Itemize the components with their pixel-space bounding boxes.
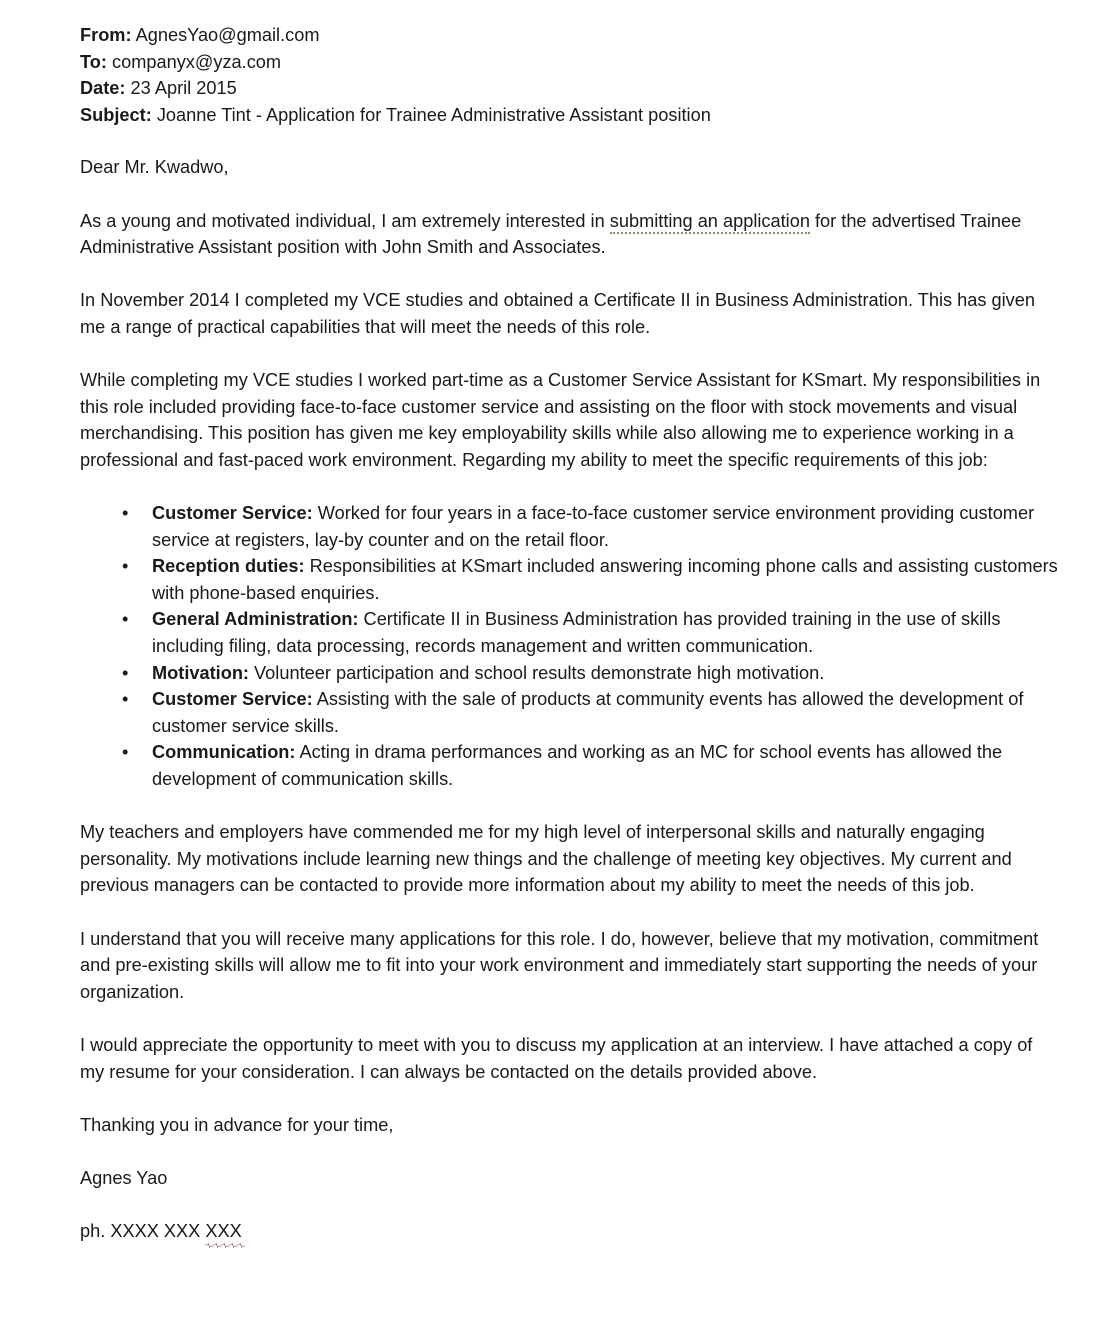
paragraph-references: My teachers and employers have commended me for my high level of interpersonal skills and naturally engaging personality. My motivations include learning new things and the challenge of meeting key objectives. My current and previous managers can be contacted to provide more information about my ability to meet the needs of this job. bbox=[80, 822, 1012, 896]
grammar-flagged-phrase: submitting an application bbox=[610, 211, 810, 234]
list-item bbox=[80, 739, 1060, 792]
list-item bbox=[80, 686, 1060, 739]
paragraph-intro-part1: As a young and motivated individual, I am extremely interested in bbox=[80, 210, 610, 231]
paragraph-interview-request: I would appreciate the opportunity to meet with you to discuss my application at an interview. I have attached a copy of my resume for your consideration. I can always be contacted on the details provided above. bbox=[80, 1034, 1033, 1082]
to-value: companyx@yza.com bbox=[112, 51, 282, 72]
paragraph-fit: I understand that you will receive many applications for this role. I do, however, believe that my motivation, commitment and pre-existing skills will allow me to fit into your work environment and immediately start supporting the needs of your organization. bbox=[80, 928, 1039, 1002]
bullet-text: Responsibilities at KSmart included answering incoming phone calls and assisting customers with phone-based enquiries. bbox=[152, 556, 1058, 603]
date-value: 23 April 2015 bbox=[130, 78, 237, 99]
bullet-term: General Administration: bbox=[152, 609, 359, 630]
list-item bbox=[80, 553, 1060, 606]
phone-line bbox=[80, 1218, 1060, 1245]
date-label: Date: bbox=[80, 78, 126, 99]
email-header bbox=[80, 22, 1060, 128]
bullet-point-icon: • bbox=[122, 609, 129, 630]
bullet-point-icon: • bbox=[122, 556, 129, 577]
header-field-from bbox=[80, 22, 1060, 49]
list-item bbox=[80, 606, 1060, 659]
from-label: From: bbox=[80, 25, 132, 45]
bullet-term: Motivation: bbox=[152, 662, 249, 683]
paragraph-experience: While completing my VCE studies I worked part-time as a Customer Service Assistant for KSmart. My responsibilities in this role included providing face-to-face customer service and assisting on the floor with stock movements and visual merchandising. This position has given me key employability skills while also allowing me to experience working in a professional and fast-paced work environment. Regarding my ability to meet the specific requirements of this job: bbox=[80, 370, 1041, 470]
to-label: To: bbox=[80, 51, 107, 72]
from-value: AgnesYao@gmail.com bbox=[135, 25, 320, 45]
bullet-term: Customer Service: bbox=[152, 689, 313, 710]
bullet-text: Assisting with the sale of products at community events has allowed the development of customer service skills. bbox=[152, 689, 1024, 736]
paragraph-intro-part2: for the advertised Trainee Administrative Assistant position with John Smith and Associates. bbox=[80, 210, 1022, 258]
skills-bullet-list bbox=[80, 500, 1060, 793]
subject-label: Subject: bbox=[80, 104, 152, 125]
bullet-term: Communication: bbox=[152, 742, 296, 763]
bullet-text: Acting in drama performances and working as an MC for school events has allowed the development of communication skills. bbox=[152, 742, 1003, 790]
bullet-text: Volunteer participation and school results demonstrate high motivation. bbox=[249, 662, 825, 683]
bullet-point-icon: • bbox=[122, 662, 129, 683]
header-field-subject bbox=[80, 102, 1060, 129]
header-field-to bbox=[80, 49, 1060, 76]
salutation: Dear Mr. Kwadwo, bbox=[80, 157, 229, 178]
bullet-term: Reception duties: bbox=[152, 556, 305, 577]
signature-name: Agnes Yao bbox=[80, 1167, 168, 1188]
spelling-flagged-word: XXX bbox=[205, 1218, 241, 1245]
bullet-point-icon: • bbox=[122, 742, 129, 763]
bullet-term: Customer Service: bbox=[152, 503, 313, 524]
list-item bbox=[80, 660, 1060, 687]
signoff: Thanking you in advance for your time, bbox=[80, 1114, 394, 1135]
list-item bbox=[80, 500, 1060, 553]
bullet-point-icon: • bbox=[122, 503, 129, 524]
bullet-text: Worked for four years in a face-to-face customer service environment providing customer service at registers, lay-by counter and on the retail floor. bbox=[152, 503, 1035, 550]
bullet-point-icon: • bbox=[122, 689, 129, 710]
header-field-date bbox=[80, 75, 1060, 102]
subject-value: Joanne Tint - Application for Trainee Administrative Assistant position bbox=[156, 104, 711, 125]
phone-prefix: ph. XXXX XXX bbox=[80, 1221, 206, 1242]
bullet-text: Certificate II in Business Administration has provided training in the use of skills including filing, data processing, records management and written communication. bbox=[152, 609, 1001, 657]
paragraph-intro bbox=[80, 208, 1060, 261]
paragraph-education: In November 2014 I completed my VCE studies and obtained a Certificate II in Business Administration. This has given me a range of practical capabilities that will meet the needs of this role. bbox=[80, 290, 1036, 337]
letter-body bbox=[80, 22, 1060, 1245]
